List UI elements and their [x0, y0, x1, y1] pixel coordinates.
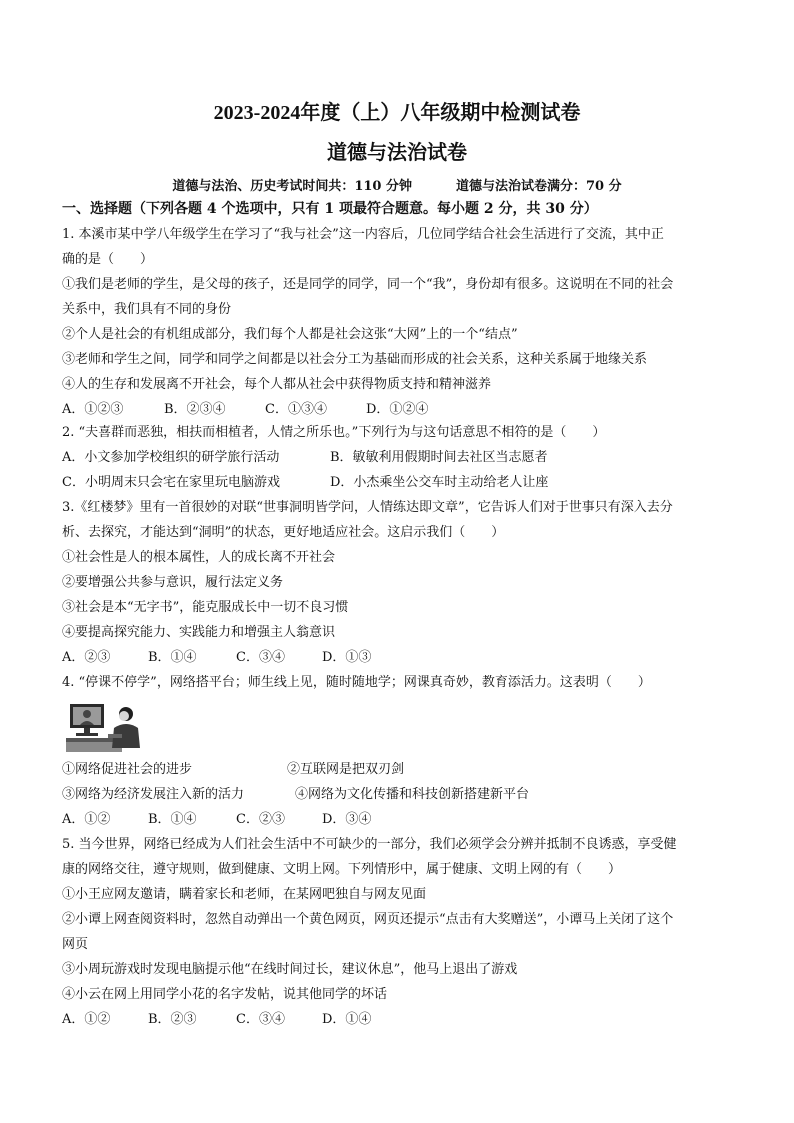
option-d: D．①②④: [366, 402, 429, 417]
option-a: A．小文参加学校组织的研学旅行活动: [62, 450, 280, 465]
question-stem: 1. 本溪市某中学八年级学生在学习了“我与社会”这一内容后，几位同学结合社会生活进行了交流，其中正: [62, 227, 664, 242]
question-stem: 2. “夫喜群而恶独，相扶而相植者，人情之所乐也。”下列行为与这句话意思不相符的是（ ）: [62, 425, 606, 440]
option-a: A．②③: [62, 650, 111, 665]
statement-row: [62, 757, 734, 782]
question-stem: 析、去探究，才能达到“洞明”的状态，更好地适应社会。这启示我们（ ）: [62, 525, 505, 540]
statement: ④要提高探究能力、实践能力和增强主人翁意识: [62, 625, 336, 640]
option-a: A．①②③: [62, 402, 124, 417]
statement: ③小周玩游戏时发现电脑提示他“在线时间过长，建议休息”，他马上退出了游戏: [62, 962, 518, 977]
option-c: C．②③: [236, 812, 285, 827]
online-class-illustration: [66, 700, 142, 752]
option-b: B．②③④: [164, 402, 226, 417]
statement: 网页: [62, 937, 89, 952]
statement: ③老师和学生之间，同学和同学之间都是以社会分工为基础而形成的社会关系，这种关系属于地缘关系: [62, 352, 648, 367]
answer-options: [62, 645, 734, 670]
statement: ③网络为经济发展注入新的活力: [62, 787, 245, 802]
full-score: 道德与法治试卷满分：70 分: [456, 179, 622, 194]
option-d: D．小杰乘坐公交车时主动给老人让座: [330, 475, 549, 490]
question-4: [62, 670, 734, 695]
option-d: D．③④: [322, 812, 372, 827]
question-1: [62, 222, 734, 422]
statement: ①社会性是人的根本属性，人的成长离不开社会: [62, 550, 336, 565]
statement: ④人的生存和发展离不开社会，每个人都从社会中获得物质支持和精神滋养: [62, 377, 492, 392]
option-c: C．③④: [236, 650, 285, 665]
statement: ①网络促进社会的进步: [62, 762, 193, 777]
statement: ②要增强公共参与意识，履行法定义务: [62, 575, 284, 590]
option-b: B．敏敏利用假期时间去社区当志愿者: [330, 450, 548, 465]
question-stem: 康的网络交往，遵守规则，做到健康、文明上网。下列情形中，属于健康、文明上网的有（ ）: [62, 862, 622, 877]
option-b: B．①④: [148, 812, 197, 827]
question-stem: 确的是（ ）: [62, 252, 154, 267]
option-c: C．小明周末只会宅在家里玩电脑游戏: [62, 475, 280, 490]
exam-info: [0, 175, 794, 194]
option-b: B．②③: [148, 1012, 197, 1027]
option-d: D．①③: [322, 650, 372, 665]
answer-options: [62, 397, 734, 422]
statement: ③社会是本“无字书”，能克服成长中一切不良习惯: [62, 600, 349, 615]
answer-options: [62, 445, 734, 470]
answer-options: [62, 1007, 734, 1032]
option-d: D．①④: [322, 1012, 372, 1027]
question-stem: 5. 当今世界，网络已经成为人们社会生活中不可缺少的一部分，我们必须学会分辨并抵制不良诱惑，享受健: [62, 837, 677, 852]
question-2: [62, 420, 734, 495]
question-4-body: [62, 757, 734, 832]
option-b: B．①④: [148, 650, 197, 665]
statement: ①小王应网友邀请，瞒着家长和老师，在某网吧独自与网友见面: [62, 887, 427, 902]
answer-options: [62, 807, 734, 832]
option-a: A．①②: [62, 812, 111, 827]
option-c: C．③④: [236, 1012, 285, 1027]
statement: ①我们是老师的学生，是父母的孩子，还是同学的同学，同一个“我”，身份却有很多。这说明在不同的社会: [62, 277, 674, 292]
statement: ④网络为文化传播和科技创新搭建新平台: [295, 787, 530, 802]
question-5: [62, 832, 734, 1032]
statement: ④小云在网上用同学小花的名字发帖，说其他同学的坏话: [62, 987, 388, 1002]
statement-row: [62, 782, 734, 807]
exam-time: 道德与法治、历史考试时间共：110 分钟: [172, 179, 413, 194]
question-stem: 4. “停课不停学”，网络搭平台；师生线上见，随时随地学；网课真奇妙，教育添活力。这表明（ ）: [62, 675, 651, 690]
statement: ②小谭上网查阅资料时，忽然自动弹出一个黄色网页，网页还提示“点击有大奖赠送”，小谭马上关闭了这个: [62, 912, 674, 927]
question-3: [62, 495, 734, 670]
option-a: A．①②: [62, 1012, 111, 1027]
page-title: 2023-2024年度（上）八年级期中检测试卷: [213, 102, 581, 124]
answer-options: [62, 470, 734, 495]
subject-title: 道德与法治试卷: [327, 142, 467, 164]
option-c: C．①③④: [265, 402, 327, 417]
statement: 关系中，我们具有不同的身份: [62, 302, 232, 317]
section-heading: 一、选择题（下列各题 4 个选项中，只有 1 项最符合题意。每小题 2 分，共 30 分）: [62, 201, 598, 217]
question-stem: 3.《红楼梦》里有一首很妙的对联“世事洞明皆学问，人情练达即文章”，它告诉人们对于世事只有深入去分: [62, 500, 673, 515]
statement: ②个人是社会的有机组成部分，我们每个人都是社会这张“大网”上的一个“结点”: [62, 327, 518, 342]
statement: ②互联网是把双刃剑: [287, 762, 405, 777]
